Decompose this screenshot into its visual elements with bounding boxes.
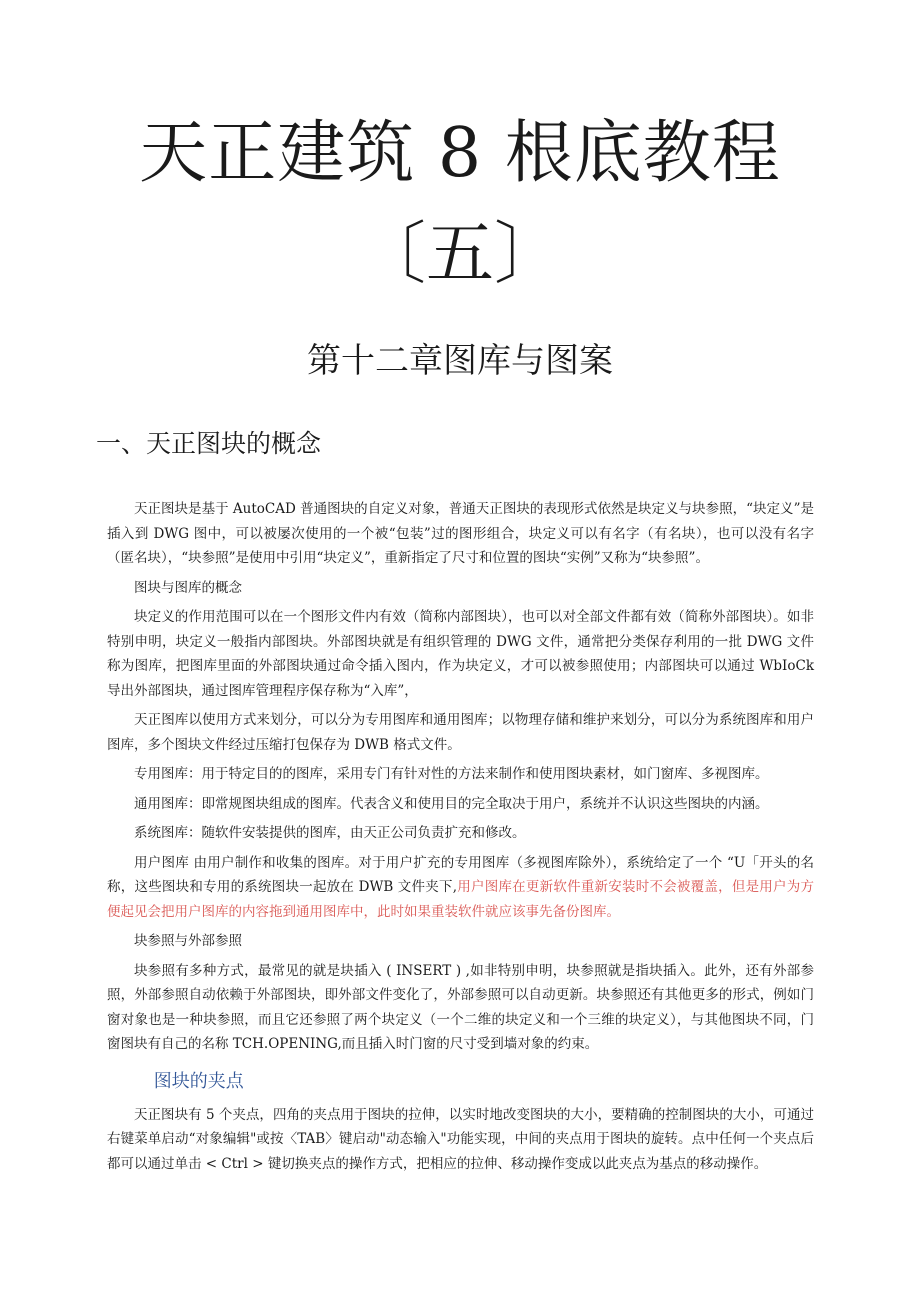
paragraph: 块定义的作用范围可以在一个图形文件内有效（简称内部图块），也可以对全部文件都有效（简称外部图块）。如非特别申明，块定义一般指内部图块。外部图块就是有组织管理的 DWG 文件，通常把分类保存利用的一批 DWG 文件称为图库，把图库里面的外部图块通过命令插入图内，作为块定义，才可以被参照使用；内部图块可以通过 WbIoCk 导出外部图块，通过图库管理程序保存称为“入库”， (107, 609, 814, 699)
paragraph: 天正图块是基于 AutoCAD 普通图块的自定义对象，普通天正图块的表现形式依然是块定义与块参照，“块定义”是插入到 DWG 图中，可以被屡次使用的一个被“包装”过的图形组合，块定义可以有名字（有名块），也可以没有名字（匿名块），“块参照”是使用中引用“块定义”，重新指定了尺寸和位置的图块“实例”又称为“块参照”。 (107, 501, 814, 566)
chapter-title: 第十二章图库与图案 (307, 341, 613, 381)
document-body (107, 497, 814, 1181)
paragraph-text: 用户图库 由用户制作和收集的图库。对于用户扩充的专用图库（多视图库除外），系统给定了一个 “U「开头的名称，这些图块和专用的系统图块一起放在 DWB 文件夹下, (107, 854, 814, 895)
highlighted-text: 用户图库在更新软件重新安装时不会被覆盖，但是用户为方便起见会把用户图库的内容拖到通用图库中，此时如果重装软件就应该事先备份图库。 (107, 879, 814, 920)
paragraph: 通用图库：即常规图块组成的图库。代表含义和使用目的完全取决于用户，系统并不认识这些图块的内涵。 (134, 795, 769, 812)
section-title: 一、天正图块的概念 (96, 429, 322, 458)
paragraph: 块参照有多种方式，最常见的就是块插入 ( INSERT ) ,如非特别申明，块参照就是指块插入。此外，还有外部参照，外部参照自动依赖于外部图块，即外部文件变化了，外部参照可以自动更新。块参照还有其他更多的形式，例如门窗对象也是一种块参照，而且它还参照了两个块定义（一个二维的块定义和一个三维的块定义），与其他图块不同，门窗图块有自己的名称 TCH.OPENING,而且插入时门窗的尺寸受到墙对象的约束。 (107, 962, 814, 1052)
subsection-title: 图块的夹点 (153, 1070, 244, 1092)
paragraph: 天正图库以使用方式来划分，可以分为专用图库和通用图库；以物理存储和维护来划分，可以分为系统图库和用户图库，多个图块文件经过压缩打包保存为 DWB 格式文件。 (107, 712, 814, 753)
paragraph-user-library (107, 851, 814, 925)
document-title-line2: 〔五〕 (357, 215, 562, 294)
paragraph: 天正图块有 5 个夹点，四角的夹点用于图块的拉伸，以实时地改变图块的大小，要精确的控制图块的大小，可通过右键菜单启动“对象编辑"或按〈TAB〉键启动"动态输入"功能实现，中间的夹点用于图块的旋转。点中任何一个夹点后都可以通过单击 < Ctrl > 键切换夹点的操作方式，把相应的拉伸、移动操作变成以此夹点为基点的移动操作。 (107, 1106, 814, 1172)
paragraph: 专用图库：用于特定目的的图库，采用专门有针对性的方法来制作和使用图块素材，如门窗库、多视图库。 (134, 766, 769, 782)
document-title-line1: 天正建筑 8 根底教程 (139, 114, 781, 193)
paragraph-heading: 块参照与外部参照 (134, 933, 242, 949)
paragraph: 系统图库：随软件安装提供的图库，由天正公司负责扩充和修改。 (134, 825, 526, 841)
paragraph-heading: 图块与图库的概念 (134, 579, 242, 596)
